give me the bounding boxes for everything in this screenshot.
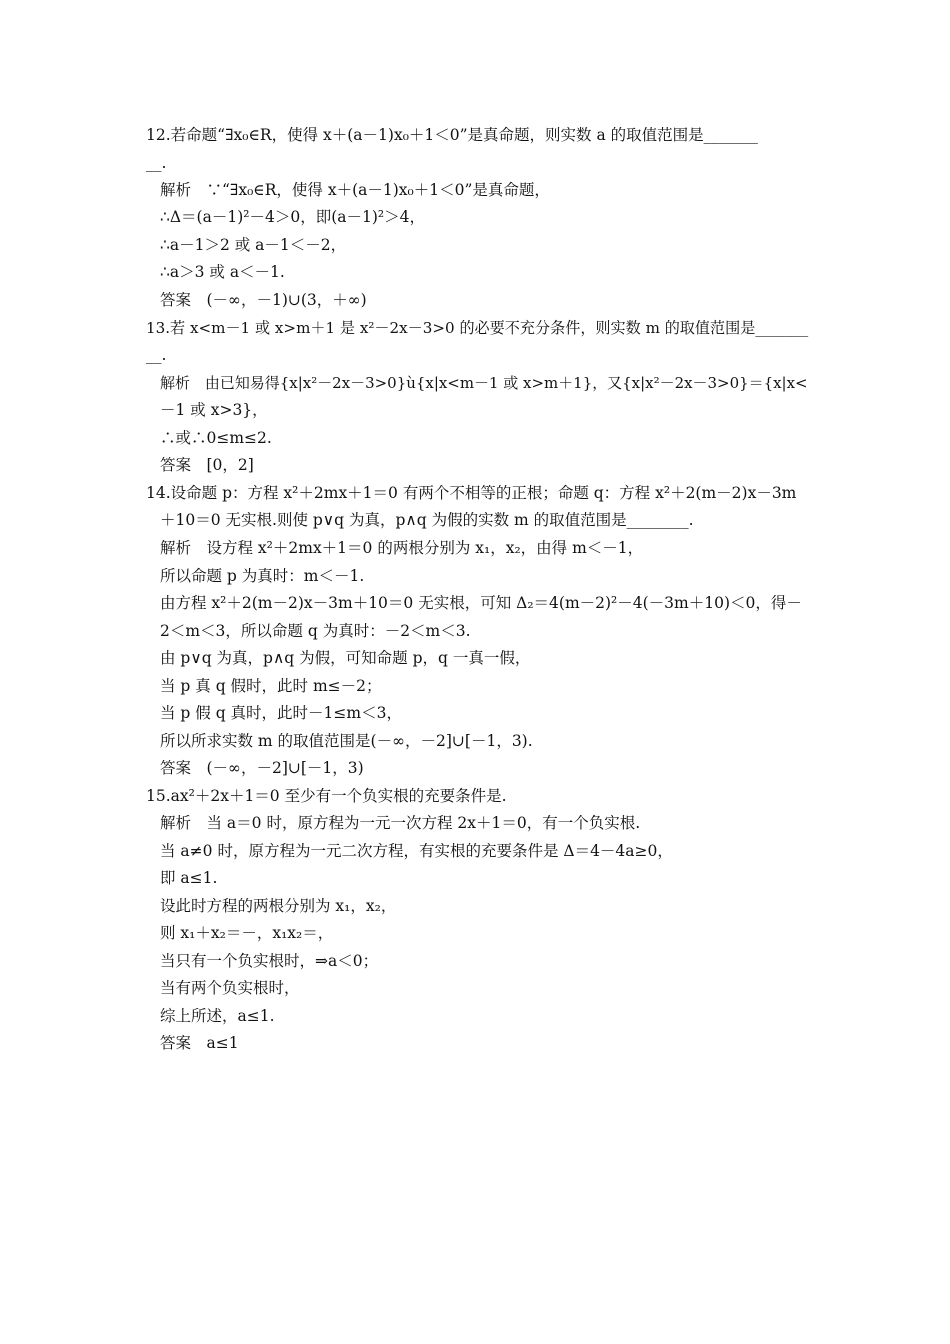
problem-15-step: 设此时方程的两根分别为 x₁，x₂， — [160, 897, 397, 915]
problem-14-step: 所以所求实数 m 的取值范围是(－∞，－2]∪[－1，3). — [160, 732, 533, 750]
problem-15-step: 即 a≤1. — [160, 869, 218, 887]
problem-12-answer: 答案 (－∞，－1)∪(3，＋∞) — [160, 291, 367, 309]
problem-14-step: 2＜m＜3，所以命题 q 为真时：－2＜m＜3. — [160, 622, 471, 640]
problem-15-analysis: 解析 当 a＝0 时，原方程为一元一次方程 2x＋1＝0，有一个负实根. — [160, 814, 641, 832]
problem-13-analysis: 解析 由已知易得{x|x²－2x－3>0}ù{x|x<m－1 或 x>m＋1}，又{x|x²－2x－3>0}＝{x|x< — [160, 374, 808, 392]
problem-14-step: 当 p 假 q 真时，此时－1≤m＜3， — [160, 704, 402, 722]
problem-12-step: ∴a－1＞2 或 a－1＜－2， — [160, 236, 347, 254]
problem-15-step: 当 a≠0 时，原方程为一元二次方程，有实根的充要条件是 Δ＝4－4a≥0， — [160, 842, 673, 860]
problem-12-step: ∴Δ＝(a－1)²－4＞0，即(a－1)²＞4， — [160, 208, 425, 226]
problem-15-step: 综上所述，a≤1. — [160, 1007, 275, 1025]
problem-12-stem: 12.若命题“∃x₀∈R，使得 x＋(a－1)x₀＋1＜0”是真命题，则实数 a 的取值范围是_______ — [146, 126, 758, 144]
problem-15-step: 当只有一个负实根时，⇒a＜0； — [160, 952, 379, 970]
problem-13-step: －1 或 x>3}， — [160, 401, 268, 419]
problem-12-analysis: 解析 ∵“∃x₀∈R，使得 x＋(a－1)x₀＋1＜0”是真命题， — [160, 181, 550, 199]
problem-12-stem-cont: __. — [146, 154, 167, 172]
problem-14-step: 当 p 真 q 假时，此时 m≤－2； — [160, 677, 382, 695]
problem-15-stem: 15.ax²＋2x＋1＝0 至少有一个负实根的充要条件是. — [146, 787, 507, 805]
problem-13-stem: 13.若 x<m－1 或 x>m＋1 是 x²－2x－3>0 的必要不充分条件，则实数 m 的取值范围是_______ — [146, 319, 809, 337]
problem-15-step: 当有两个负实根时， — [160, 979, 300, 997]
problem-14-step: 由 p∨q 为真，p∧q 为假，可知命题 p，q 一真一假， — [160, 649, 531, 667]
problem-14-stem-cont: ＋10＝0 无实根.则使 p∨q 为真，p∧q 为假的实数 m 的取值范围是________. — [160, 511, 694, 529]
problem-15-answer: 答案 a≤1 — [160, 1034, 239, 1052]
problem-13-answer: 答案 [0，2] — [160, 456, 254, 474]
problem-15-step: 则 x₁＋x₂＝－，x₁x₂＝， — [160, 924, 334, 942]
problem-14-stem: 14.设命题 p：方程 x²＋2mx＋1＝0 有两个不相等的正根；命题 q：方程 x²＋2(m－2)x－3m — [146, 484, 797, 502]
problem-13-stem-cont: __. — [146, 346, 167, 364]
problem-12-step: ∴a＞3 或 a＜－1. — [160, 263, 285, 281]
problem-13-step: ∴或∴0≤m≤2. — [160, 429, 272, 447]
problem-14-step: 由方程 x²＋2(m－2)x－3m＋10＝0 无实根，可知 Δ₂＝4(m－2)²－4(－3m＋10)＜0，得－ — [160, 594, 802, 612]
problem-14-analysis: 解析 设方程 x²＋2mx＋1＝0 的两根分别为 x₁，x₂，由得 m＜－1， — [160, 539, 644, 557]
problem-14-answer: 答案 (－∞，－2]∪[－1，3) — [160, 759, 364, 777]
problem-14-step: 所以命题 p 为真时：m＜－1. — [160, 567, 365, 585]
